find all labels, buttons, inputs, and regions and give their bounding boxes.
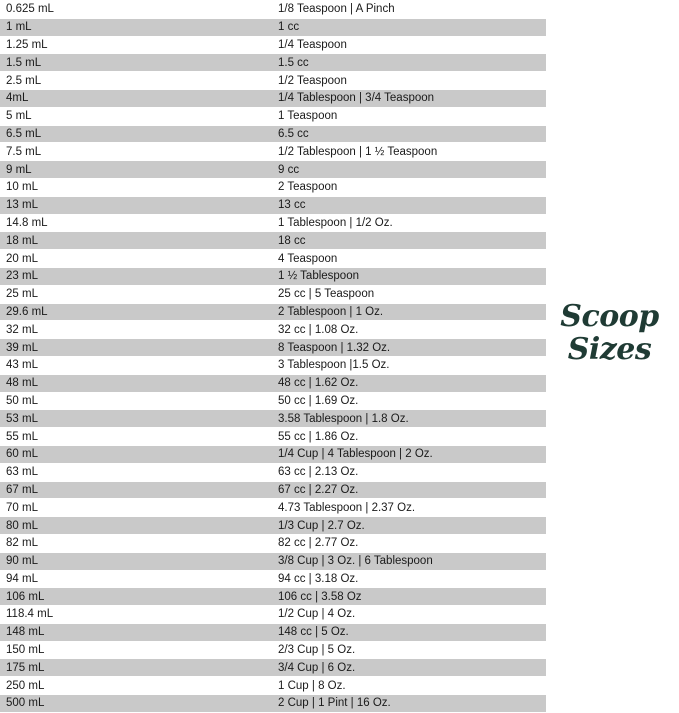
- cell-volume: 5 mL: [0, 107, 270, 125]
- cell-equivalent: 1.5 cc: [270, 54, 546, 72]
- cell-volume: 94 mL: [0, 570, 270, 588]
- table-row: [0, 321, 546, 339]
- cell-volume: 90 mL: [0, 552, 270, 570]
- table-row: [0, 392, 546, 410]
- table-row: [0, 463, 546, 481]
- cell-equivalent: 2 Tablespoon | 1 Oz.: [270, 303, 546, 321]
- conversion-table-body: [0, 1, 546, 713]
- table-row: [0, 107, 546, 125]
- cell-equivalent: 2 Cup | 1 Pint | 16 Oz.: [270, 695, 546, 713]
- table-row: [0, 374, 546, 392]
- cell-equivalent: 2 Teaspoon: [270, 178, 546, 196]
- table-row: [0, 232, 546, 250]
- table-row: [0, 517, 546, 535]
- cell-volume: 14.8 mL: [0, 214, 270, 232]
- cell-volume: 48 mL: [0, 374, 270, 392]
- cell-equivalent: 1 Teaspoon: [270, 107, 546, 125]
- scoop-sizes-logo: [540, 300, 679, 366]
- cell-volume: 148 mL: [0, 623, 270, 641]
- logo-line-1: Scoop: [560, 299, 659, 334]
- table-row: [0, 410, 546, 428]
- table-row: [0, 18, 546, 36]
- cell-volume: 500 mL: [0, 695, 270, 713]
- cell-volume: 60 mL: [0, 445, 270, 463]
- cell-equivalent: 4 Teaspoon: [270, 250, 546, 268]
- table-row: [0, 641, 546, 659]
- cell-volume: 50 mL: [0, 392, 270, 410]
- table-row: [0, 428, 546, 446]
- cell-volume: 6.5 mL: [0, 125, 270, 143]
- table-row: [0, 125, 546, 143]
- cell-volume: 55 mL: [0, 428, 270, 446]
- logo-line-2: Sizes: [567, 332, 652, 367]
- cell-volume: 53 mL: [0, 410, 270, 428]
- cell-volume: 10 mL: [0, 178, 270, 196]
- cell-volume: 82 mL: [0, 534, 270, 552]
- cell-volume: 29.6 mL: [0, 303, 270, 321]
- table-row: [0, 143, 546, 161]
- table-row: [0, 356, 546, 374]
- cell-equivalent: 3/8 Cup | 3 Oz. | 6 Tablespoon: [270, 552, 546, 570]
- table-row: [0, 481, 546, 499]
- table-row: [0, 606, 546, 624]
- table-row: [0, 1, 546, 19]
- cell-equivalent: 1 Tablespoon | 1/2 Oz.: [270, 214, 546, 232]
- cell-equivalent: 9 cc: [270, 161, 546, 179]
- table-row: [0, 570, 546, 588]
- cell-equivalent: 8 Teaspoon | 1.32 Oz.: [270, 339, 546, 357]
- cell-volume: 250 mL: [0, 677, 270, 695]
- cell-equivalent: 1 ½ Tablespoon: [270, 267, 546, 285]
- table-row: [0, 623, 546, 641]
- table-row: [0, 161, 546, 179]
- cell-volume: 7.5 mL: [0, 143, 270, 161]
- cell-equivalent: 3.58 Tablespoon | 1.8 Oz.: [270, 410, 546, 428]
- table-row: [0, 552, 546, 570]
- table-row: [0, 178, 546, 196]
- cell-equivalent: 3/4 Cup | 6 Oz.: [270, 659, 546, 677]
- cell-equivalent: 3 Tablespoon |1.5 Oz.: [270, 356, 546, 374]
- cell-equivalent: 32 cc | 1.08 Oz.: [270, 321, 546, 339]
- table-row: [0, 695, 546, 713]
- table-row: [0, 534, 546, 552]
- cell-equivalent: 1 cc: [270, 18, 546, 36]
- cell-equivalent: 48 cc | 1.62 Oz.: [270, 374, 546, 392]
- table-row: [0, 72, 546, 90]
- cell-equivalent: 82 cc | 2.77 Oz.: [270, 534, 546, 552]
- cell-equivalent: 1/2 Tablespoon | 1 ½ Teaspoon: [270, 143, 546, 161]
- cell-volume: 1.25 mL: [0, 36, 270, 54]
- cell-equivalent: 6.5 cc: [270, 125, 546, 143]
- cell-equivalent: 1/4 Teaspoon: [270, 36, 546, 54]
- cell-volume: 70 mL: [0, 499, 270, 517]
- cell-volume: 80 mL: [0, 517, 270, 535]
- cell-volume: 1.5 mL: [0, 54, 270, 72]
- cell-volume: 2.5 mL: [0, 72, 270, 90]
- table-row: [0, 677, 546, 695]
- cell-equivalent: 94 cc | 3.18 Oz.: [270, 570, 546, 588]
- cell-volume: 23 mL: [0, 267, 270, 285]
- cell-volume: 1 mL: [0, 18, 270, 36]
- table-row: [0, 214, 546, 232]
- cell-volume: 118.4 mL: [0, 606, 270, 624]
- cell-volume: 150 mL: [0, 641, 270, 659]
- cell-equivalent: 4.73 Tablespoon | 2.37 Oz.: [270, 499, 546, 517]
- cell-volume: 18 mL: [0, 232, 270, 250]
- table-row: [0, 659, 546, 677]
- cell-equivalent: 2/3 Cup | 5 Oz.: [270, 641, 546, 659]
- table-row: [0, 36, 546, 54]
- cell-equivalent: 1/3 Cup | 2.7 Oz.: [270, 517, 546, 535]
- cell-volume: 43 mL: [0, 356, 270, 374]
- cell-equivalent: 13 cc: [270, 196, 546, 214]
- cell-equivalent: 1/4 Cup | 4 Tablespoon | 2 Oz.: [270, 445, 546, 463]
- cell-equivalent: 67 cc | 2.27 Oz.: [270, 481, 546, 499]
- cell-equivalent: 18 cc: [270, 232, 546, 250]
- cell-equivalent: 148 cc | 5 Oz.: [270, 623, 546, 641]
- table-row: [0, 54, 546, 72]
- cell-volume: 63 mL: [0, 463, 270, 481]
- table-row: [0, 89, 546, 107]
- cell-equivalent: 63 cc | 2.13 Oz.: [270, 463, 546, 481]
- cell-volume: 9 mL: [0, 161, 270, 179]
- cell-volume: 39 mL: [0, 339, 270, 357]
- cell-volume: 4mL: [0, 89, 270, 107]
- cell-volume: 175 mL: [0, 659, 270, 677]
- table-row: [0, 499, 546, 517]
- cell-volume: 106 mL: [0, 588, 270, 606]
- table-row: [0, 285, 546, 303]
- cell-equivalent: 55 cc | 1.86 Oz.: [270, 428, 546, 446]
- cell-volume: 25 mL: [0, 285, 270, 303]
- cell-volume: 13 mL: [0, 196, 270, 214]
- table-row: [0, 339, 546, 357]
- cell-volume: 20 mL: [0, 250, 270, 268]
- table-row: [0, 303, 546, 321]
- cell-volume: 0.625 mL: [0, 1, 270, 19]
- table-row: [0, 196, 546, 214]
- table-row: [0, 250, 546, 268]
- cell-equivalent: 1/8 Teaspoon | A Pinch: [270, 1, 546, 19]
- cell-equivalent: 1/2 Cup | 4 Oz.: [270, 606, 546, 624]
- table-row: [0, 588, 546, 606]
- cell-volume: 67 mL: [0, 481, 270, 499]
- cell-equivalent: 106 cc | 3.58 Oz: [270, 588, 546, 606]
- cell-equivalent: 1 Cup | 8 Oz.: [270, 677, 546, 695]
- cell-volume: 32 mL: [0, 321, 270, 339]
- cell-equivalent: 1/4 Tablespoon | 3/4 Teaspoon: [270, 89, 546, 107]
- cell-equivalent: 1/2 Teaspoon: [270, 72, 546, 90]
- table-row: [0, 445, 546, 463]
- cell-equivalent: 50 cc | 1.69 Oz.: [270, 392, 546, 410]
- cell-equivalent: 25 cc | 5 Teaspoon: [270, 285, 546, 303]
- table-row: [0, 267, 546, 285]
